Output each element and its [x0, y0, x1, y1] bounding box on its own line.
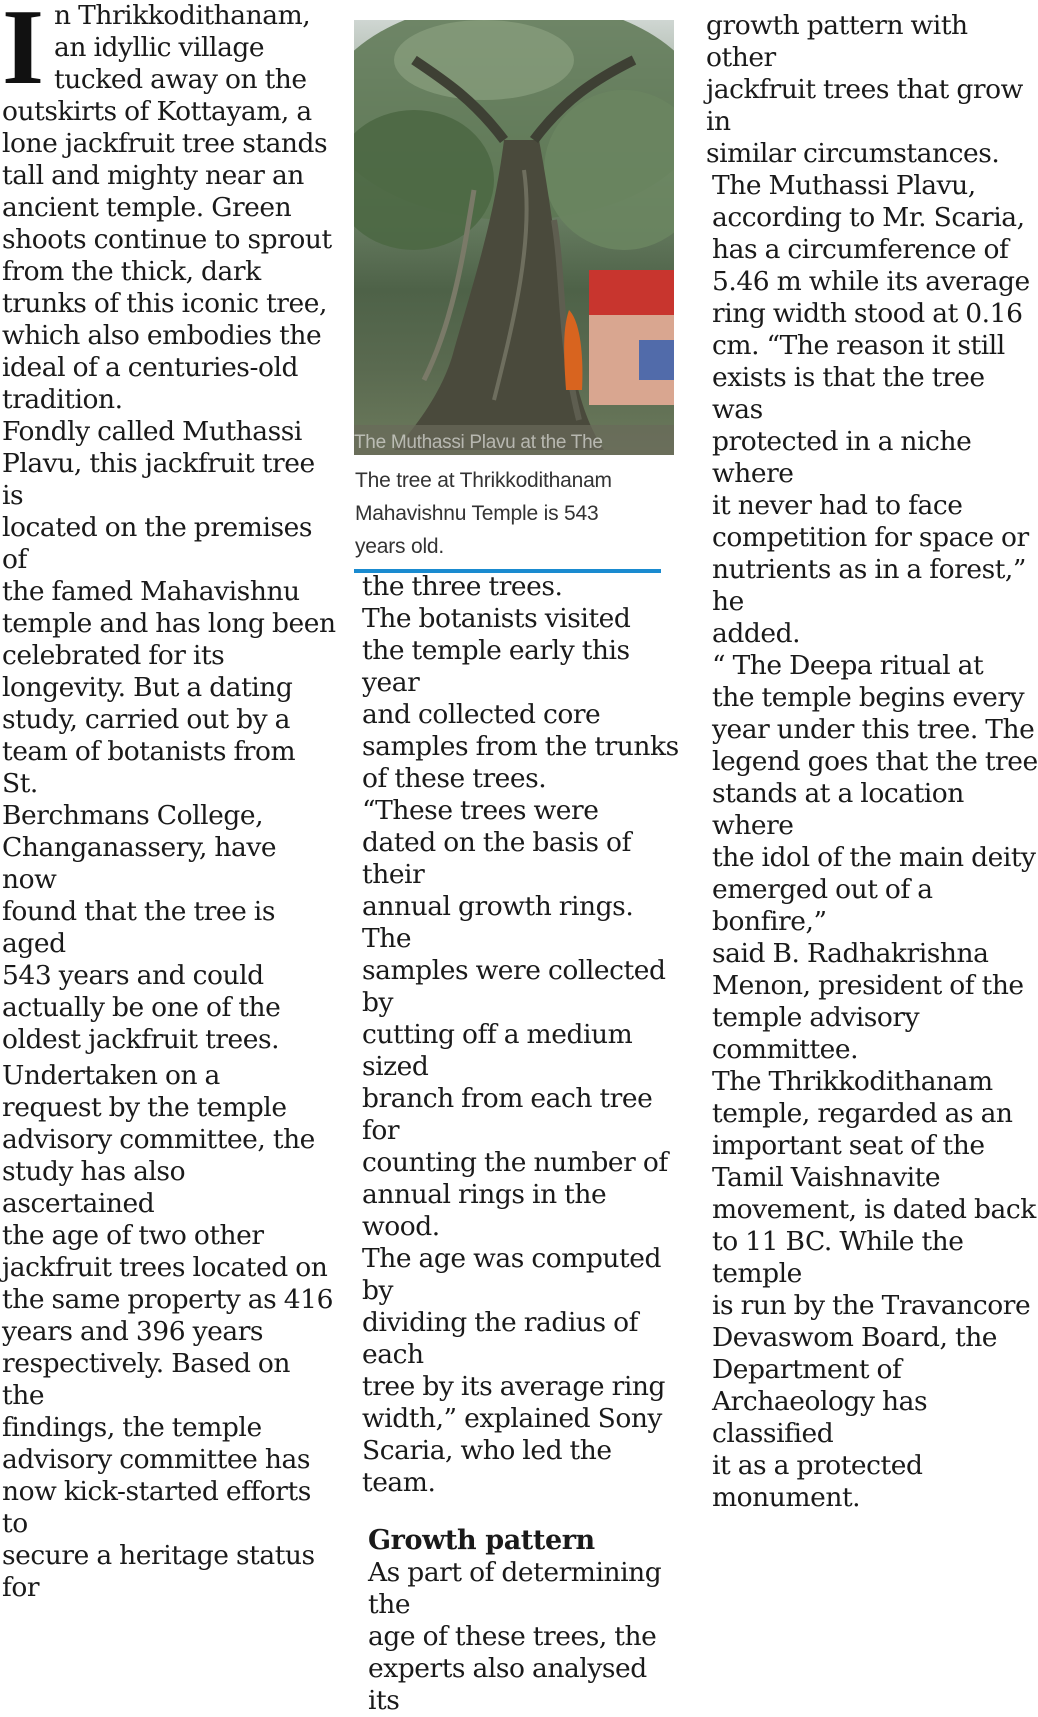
paragraph: Undertaken on a request by the temple advisory committee, the study has also ascertained the age of two other jackfruit trees located on the same property as 416 years and 396 years respectively. Based on the findings, the temple advisory committee has now kick-started efforts to secure a heritage status for	[2, 1060, 334, 1603]
paragraph: The botanists visited the temple early this year and collected core samples from the trunks of these trees.	[362, 603, 679, 794]
drop-cap: I	[2, 0, 45, 107]
paragraph: The Thrikkodithanam temple, regarded as an important seat of the Tamil Vaishnavite movement, is dated back to 11 BC. While the temple is run by the Travancore Devaswom Board, the Department of Archaeology has classified it as a protected monument.	[712, 1066, 1036, 1513]
subheading: Growth pattern	[368, 1525, 595, 1556]
paragraph: As part of determining the age of these trees, the experts also analysed its	[368, 1557, 662, 1716]
column-2-body	[354, 571, 684, 1717]
photo-caption: The tree at Thrikkodithanam Mahavishnu Temple is 543 years old.	[355, 469, 612, 558]
photo-overlay-caption: The Muthassi Plavu at the The	[354, 432, 603, 453]
paragraph: n Thrikkodithanam, an idyllic village tucked away on the outskirts of Kottayam, a lone jackfruit tree stands tall and mighty near an ancient temple. Green shoots continue to sprout from the thick, dark trunks of this iconic tree, which also embodies the ideal of a centuries-old tradition.	[2, 0, 332, 415]
paragraph: “ The Deepa ritual at the temple begins every year under this tree. The legend goes that the tree stands at a location where the idol of the main deity emerged out of a bonfire,” said B. Radhakrishna Menon, president of the temple advisory committee.	[712, 650, 1038, 1065]
article-column-2	[354, 0, 684, 1717]
article-column-1	[2, 0, 337, 1604]
column-3-body	[706, 170, 1038, 1514]
paragraph: the three trees.	[362, 571, 563, 602]
article-column-3	[706, 10, 1038, 1514]
paragraph: growth pattern with other jackfruit trees that grow in similar circumstances.	[706, 10, 1023, 169]
tree-illustration	[354, 20, 674, 455]
paragraph: The Muthassi Plavu, according to Mr. Scaria, has a circumference of 5.46 m while its average ring width stood at 0.16 cm. “The reason it still exists is that the tree was protected in a niche where it never had to face competition for space or nutrients as in a forest,” he added.	[712, 170, 1030, 649]
paragraph: “These trees were dated on the basis of their annual growth rings. The samples were collected by cutting off a medium sized branch from each tree for counting the number of annual rings in the wood. The age was computed by dividing the radius of each tree by its average ring width,” explained Sony Scaria, who led the team.	[362, 795, 668, 1498]
paragraph: Fondly called Muthassi Plavu, this jackfruit tree is located on the premises of the famed Mahavishnu temple and has long been celebrated for its longevity. But a dating study, carried out by a team of botanists from St. Berchmans College, Changanassery, have now found that the tree is aged 543 years and could actually be one of the oldest jackfruit trees.	[2, 416, 336, 1055]
jackfruit-tree-photo	[354, 20, 674, 455]
